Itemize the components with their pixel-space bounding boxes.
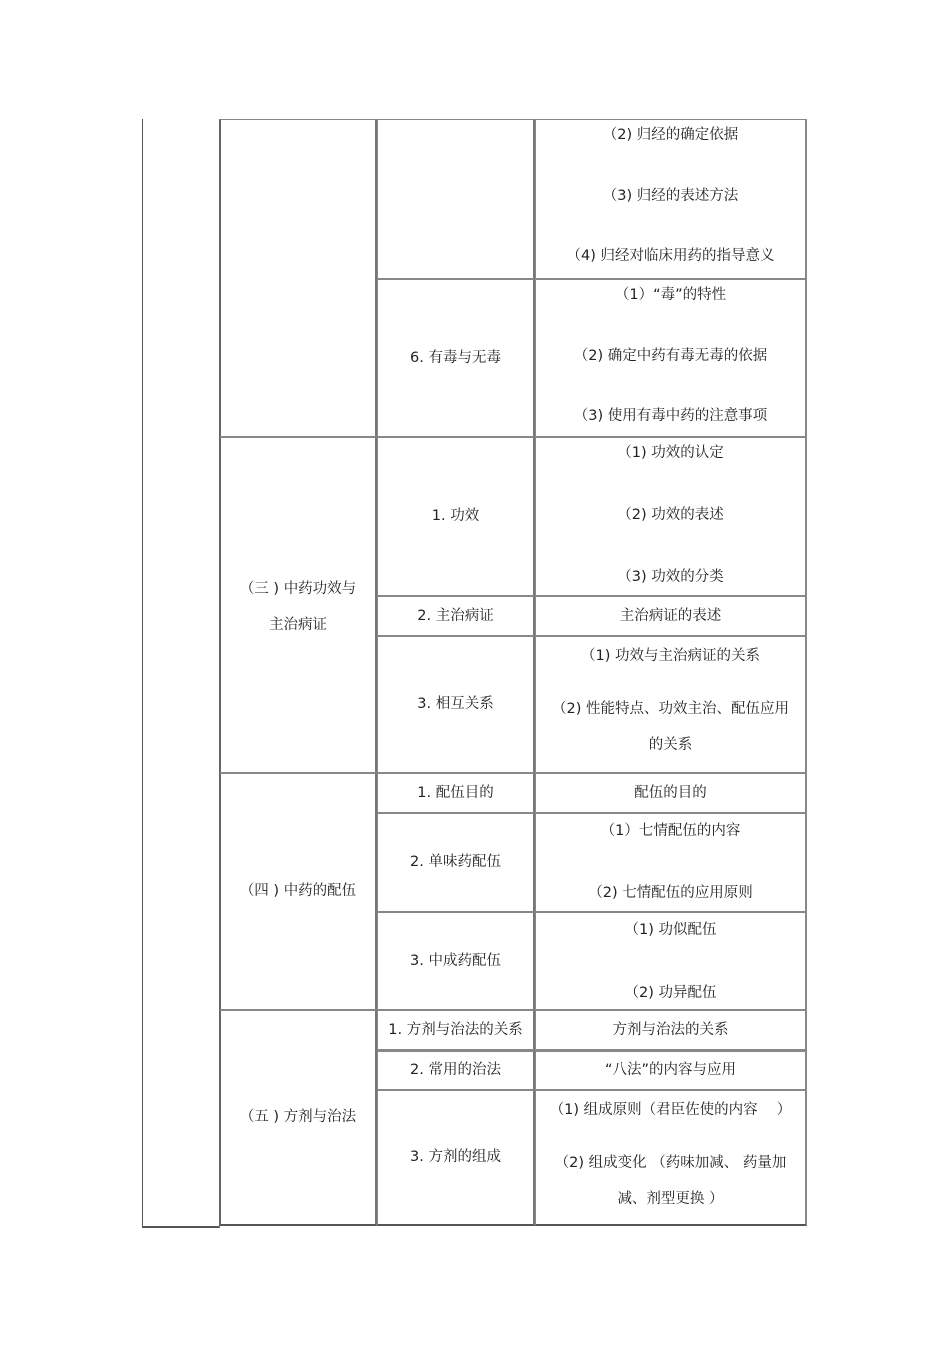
list-item: （2) 功效的表述 — [617, 507, 724, 524]
list-item: （1) 功效的认定 — [617, 445, 724, 461]
table-cell-item — [535, 596, 807, 636]
list-item: （2) 性能特点、功效主治、配伍应用的关系 — [552, 701, 789, 753]
table-cell-section-5 — [219, 1010, 377, 1226]
topic-label: 1. 功效 — [431, 508, 480, 525]
table-cell-topic — [377, 813, 535, 912]
table-cell-item — [535, 1010, 807, 1050]
syllabus-table — [142, 119, 807, 1226]
table-column-1-empty — [142, 119, 220, 1228]
table-cell-guijing-items — [535, 119, 807, 279]
table-cell-topic — [377, 1090, 535, 1226]
list-item: （4) 归经对临床用药的指导意义 — [566, 248, 775, 265]
list-item: （1) 组成原则（君臣佐使的内容 ） — [549, 1102, 792, 1118]
list-item: （3) 功效的分类 — [617, 569, 724, 586]
table-cell-item — [535, 773, 807, 813]
list-item: “八法”的内容与应用 — [604, 1062, 737, 1079]
list-item: （2) 七情配伍的应用原则 — [588, 885, 753, 902]
list-item: （3) 归经的表述方法 — [602, 187, 739, 204]
topic-label: 6. 有毒与无毒 — [410, 349, 501, 366]
list-item: 配伍的目的 — [634, 784, 707, 801]
table-cell-topic — [377, 1010, 535, 1050]
table-cell-relation-items — [535, 636, 807, 773]
table-cell-section-4 — [219, 773, 377, 1010]
topic-label: 3. 相互关系 — [417, 696, 494, 713]
topic-label: 2. 主治病证 — [417, 607, 494, 624]
section-title: （五 ) 方剂与治法 — [239, 1109, 357, 1126]
list-item: 主治病证的表述 — [619, 607, 722, 624]
table-cell-topic — [377, 596, 535, 636]
table-cell-topic — [377, 773, 535, 813]
topic-label: 3. 方剂的组成 — [410, 1149, 501, 1166]
topic-label: 3. 中成药配伍 — [410, 952, 501, 969]
topic-label: 2. 常用的治法 — [410, 1062, 501, 1079]
list-item: （1）“毒”的特性 — [614, 287, 727, 303]
list-item: （1）七情配伍的内容 — [600, 823, 741, 839]
table-cell-topic — [377, 279, 535, 437]
topic-label: 2. 单味药配伍 — [410, 854, 501, 871]
table-cell-patent-items — [535, 912, 807, 1010]
table-cell-empty — [377, 119, 535, 279]
section-title: （四 ) 中药的配伍 — [239, 883, 357, 900]
list-item: 方剂与治法的关系 — [612, 1021, 729, 1038]
table-cell-topic — [377, 437, 535, 596]
table-cell-topic — [377, 1050, 535, 1090]
list-item: （2) 功异配伍 — [624, 985, 717, 1002]
table-cell-efficacy-items — [535, 437, 807, 596]
list-item: （2) 归经的确定依据 — [602, 127, 739, 143]
table-cell-section-3 — [219, 437, 377, 773]
topic-label: 1. 方剂与治法的关系 — [388, 1021, 523, 1038]
section-title: （三 ) 中药功效与主治病证 — [239, 581, 357, 633]
table-cell-topic — [377, 636, 535, 773]
table-cell-item — [535, 1050, 807, 1090]
list-item: （2) 确定中药有毒无毒的依据 — [573, 347, 768, 364]
list-item: （3) 使用有毒中药的注意事项 — [573, 408, 768, 425]
table-cell-compat-items — [535, 813, 807, 912]
table-cell-formula-items — [535, 1090, 807, 1226]
topic-label: 1. 配伍目的 — [417, 784, 494, 801]
table-cell-toxicity-items — [535, 279, 807, 437]
list-item: （1) 功似配伍 — [624, 922, 717, 938]
table-cell-empty-section — [219, 119, 377, 437]
list-item: （2) 组成变化 （药味加减、 药量加减、剂型更换 ） — [554, 1155, 787, 1207]
list-item: （1) 功效与主治病证的关系 — [581, 648, 760, 664]
table-cell-topic — [377, 912, 535, 1010]
